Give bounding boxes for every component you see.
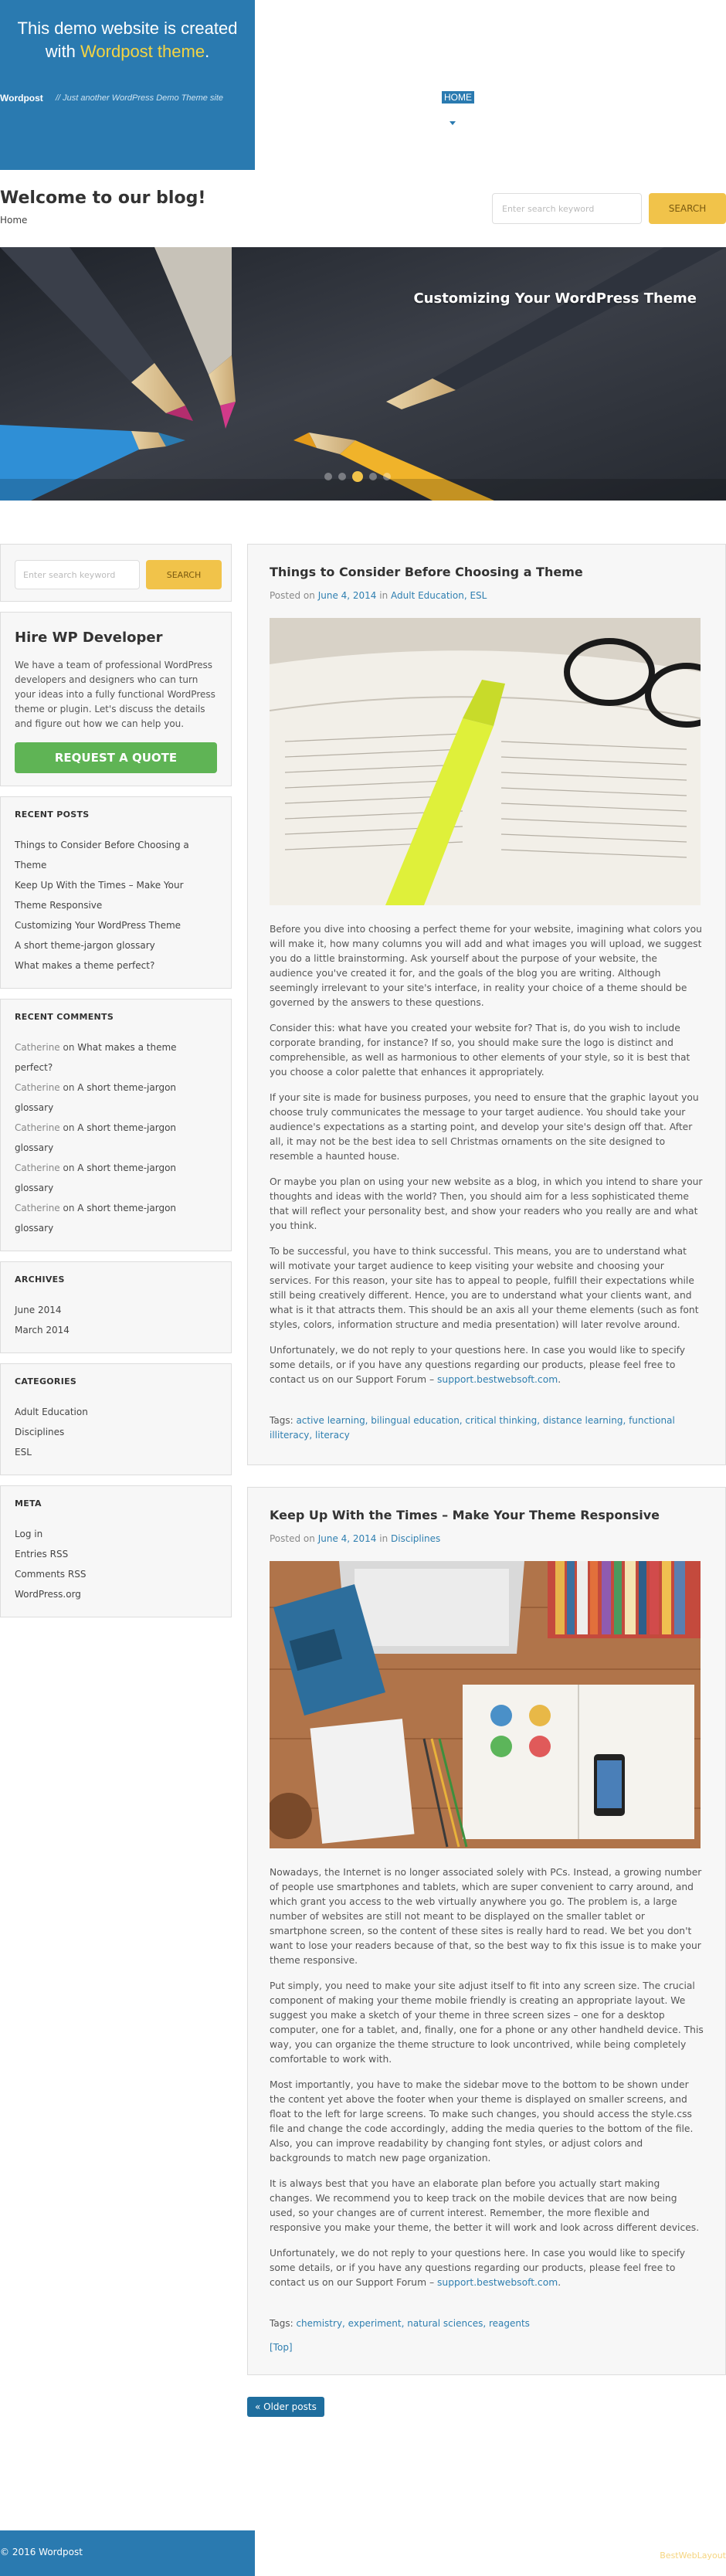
comment-on: on: [59, 1122, 78, 1133]
main-content: [247, 544, 726, 2417]
featured-slider: [0, 247, 726, 501]
recent-post-link[interactable]: What makes a theme perfect?: [15, 960, 155, 971]
comment-post-link[interactable]: A short theme-jargon glossary: [15, 1122, 177, 1153]
category-link[interactable]: Disciplines: [15, 1427, 65, 1437]
comment-post-link[interactable]: A short theme-jargon glossary: [15, 1162, 177, 1193]
categories-widget: [0, 1363, 232, 1475]
list-item: [15, 915, 217, 935]
post-tags: [270, 1414, 704, 1443]
hire-text: We have a team of professional WordPress developers and designers who can turn your ideas into a fully functional WordPress theme or plugin. Let's discuss the details and figure out how we can help you.: [15, 660, 215, 729]
tag-links[interactable]: active learning, bilingual education, critical thinking, distance learning, functional illiteracy, literacy: [270, 1415, 675, 1441]
list-item: [15, 1320, 217, 1340]
site-footer: [0, 2530, 726, 2576]
comment-post-link[interactable]: A short theme-jargon glossary: [15, 1203, 177, 1234]
back-to-top-link[interactable]: [Top]: [270, 2342, 293, 2353]
sidebar-search-input[interactable]: [15, 560, 140, 589]
sidebar: [0, 544, 232, 1627]
widget-title: CATEGORIES: [15, 1376, 77, 1386]
category-link[interactable]: Adult Education: [15, 1407, 88, 1417]
category-link[interactable]: ESL: [15, 1447, 32, 1458]
post-paragraph: Before you dive into choosing a perfect theme for your website, imagining what colors you will make it, how many columns you will add and what images you will upload, we suggest you do a little brainstorming. Ask yourself about the purpose of your website, the audience you've created it for, and the goals of the blog you are writing. Although seemingly irrelevant to your site's interface, in reality your choice of a theme should be governed by the answers to these questions.: [270, 924, 702, 1008]
recent-post-link[interactable]: Things to Consider Before Choosing a Theme: [15, 840, 189, 871]
post-date[interactable]: June 4, 2014: [317, 590, 377, 601]
sidebar-search-button[interactable]: SEARCH: [146, 560, 222, 589]
list-item: [15, 1402, 217, 1422]
support-link[interactable]: support.bestwebsoft.com: [437, 1374, 558, 1385]
recent-posts-widget: [0, 796, 232, 989]
comment-author: Catherine: [15, 1122, 60, 1133]
meta-link[interactable]: WordPress.org: [15, 1589, 81, 1600]
widget-title: ARCHIVES: [15, 1274, 65, 1285]
widget-title: RECENT COMMENTS: [15, 1012, 114, 1022]
post-featured-image[interactable]: [270, 1561, 701, 1848]
archive-link[interactable]: March 2014: [15, 1325, 70, 1336]
tags-label: Tags:: [270, 1415, 297, 1426]
comment-post-link[interactable]: What makes a theme perfect?: [15, 1042, 177, 1073]
post-tags: [270, 2316, 704, 2331]
post-paragraph: Most importantly, you have to make the sidebar move to the bottom to be shown under the content yet above the footer when your theme is displayed on smaller screens, and float to the left for large screens. To make such changes, you should access the style.css file and change the code accordingly, adding the media queries to the bottom of the file. Also, you can improve readability by changing font styles, or adjust colors and backgrounds to match new page organization.: [270, 2079, 694, 2164]
list-item: [15, 1078, 217, 1118]
request-quote-button[interactable]: REQUEST A QUOTE: [15, 742, 217, 773]
list-item: [15, 1422, 217, 1442]
post-closing: Unfortunately, we do not reply to your questions here. In case you would like to specify some details, or if you have any questions regarding our products, please feel free to contact us on our Support Forum – support.bestwebsoft.com.: [270, 1345, 686, 1385]
list-item: [15, 875, 217, 915]
post-meta: [270, 1533, 704, 1544]
slider-dot[interactable]: [324, 473, 332, 480]
slider-dot[interactable]: [369, 473, 377, 480]
slider-dot-active[interactable]: [352, 471, 363, 482]
list-item: [15, 1158, 217, 1198]
post-paragraph: If your site is made for business purposes, you need to ensure that the graphic layout you choose truly communicates the message to your target audience. You should take your audience's expectations as a starting point, and develop your site's design off that. After all, it may not be the best idea to sell Christmas ornaments on the site designed to resemble a haunted house.: [270, 1092, 699, 1162]
widget-title: RECENT POSTS: [15, 809, 90, 820]
site-header: [0, 0, 726, 170]
demo-text-part: This demo website is created with: [17, 19, 238, 61]
comment-author: Catherine: [15, 1082, 60, 1093]
list-item: [15, 1524, 217, 1544]
comment-post-link[interactable]: A short theme-jargon glossary: [15, 1082, 177, 1113]
post-paragraph: Nowadays, the Internet is no longer associated solely with PCs. Instead, a growing number of people use smartphones and tablets, which are super convenient to carry around, and which grant you access to the web virtually anywhere you go. The problem is, a large number of websites are still not meant to be displayed on the smaller tablet or smartphone screen, so the content of these sites is really hard to read. We bet you don't want to lose your readers because of that, so the best way to fix this issue is to make your theme responsive.: [270, 1867, 702, 1966]
footer-copyright: © 2016 Wordpost: [0, 2547, 83, 2557]
post-date[interactable]: June 4, 2014: [317, 1533, 377, 1544]
footer-bar: [0, 2530, 255, 2576]
nav-caret-icon: [450, 121, 456, 125]
comment-on: on: [59, 1082, 78, 1093]
post-meta: [270, 590, 704, 601]
post-featured-image[interactable]: [270, 618, 701, 905]
post-categories[interactable]: Adult Education, ESL: [391, 590, 487, 601]
post-paragraph: Or maybe you plan on using your new website as a blog, in which you intend to share your thoughts and ideas with the world? Then, you should aim for a less sophisticated theme that will reflect your personality best, and show your readers who you really are and what you think.: [270, 1176, 703, 1231]
list-item: [15, 1564, 217, 1584]
post-paragraph: Put simply, you need to make your site adjust itself to fit into any screen size. The crucial component of making your theme mobile friendly is creating an appropriate layout. We suggest you make a sketch of your theme in three screen sizes – one for a desktop computer, one for a tablet, and, finally, one for a phone or any other handheld device. This way, you can organize the theme structure to look uncontrived, while being completely comfortable to work with.: [270, 1980, 704, 2065]
list-item: [15, 835, 217, 875]
sidebar-search-widget: [0, 544, 232, 602]
widget-title: META: [15, 1498, 42, 1509]
list-item: [15, 955, 217, 976]
search-button[interactable]: SEARCH: [649, 193, 726, 224]
demo-text-end: .: [205, 42, 210, 61]
archives-widget: [0, 1261, 232, 1353]
tags-label: Tags:: [270, 2318, 297, 2329]
meta-link[interactable]: Entries RSS: [15, 1549, 69, 1560]
posted-on-label: Posted on: [270, 1533, 318, 1544]
list-item: [15, 1442, 217, 1462]
meta-widget: [0, 1485, 232, 1617]
page-title: Welcome to our blog!: [0, 188, 206, 208]
list-item: [15, 1584, 217, 1604]
tag-links[interactable]: chemistry, experiment, natural sciences, reagents: [296, 2318, 530, 2329]
in-label: in: [376, 1533, 392, 1544]
demo-text: [8, 17, 247, 63]
footer-credit-link[interactable]: BestWebLayout: [660, 2551, 726, 2561]
list-item: [15, 1544, 217, 1564]
hire-widget: [0, 612, 232, 786]
in-label: in: [376, 590, 392, 601]
support-link[interactable]: support.bestwebsoft.com: [437, 2277, 558, 2288]
post-paragraph: Consider this: what have you created your website for? That is, do you wish to include corporate branding, for instance? If so, you should make sure the logo is distinct and comprehensible, as well as harmonious to other elements of your style, so it is best that you choose a color palette that enhances it appropriately.: [270, 1023, 690, 1078]
list-item: [15, 935, 217, 955]
archive-link[interactable]: June 2014: [15, 1305, 62, 1315]
post-closing: Unfortunately, we do not reply to your questions here. In case you would like to specify some details, or if you have any questions regarding our products, please feel free to contact us on our Support Forum – support.bestwebsoft.com.: [270, 2248, 686, 2288]
comment-author: Catherine: [15, 1162, 60, 1173]
title-bar: [0, 170, 726, 247]
demo-theme-link[interactable]: Wordpost theme: [80, 42, 205, 61]
comment-on: on: [59, 1042, 78, 1053]
meta-link[interactable]: Comments RSS: [15, 1569, 87, 1580]
recent-post-link[interactable]: Customizing Your WordPress Theme: [15, 920, 182, 931]
comment-author: Catherine: [15, 1203, 60, 1213]
breadcrumb[interactable]: Home: [0, 215, 28, 226]
recent-post-link[interactable]: Keep Up With the Times – Make Your Theme Responsive: [15, 880, 184, 911]
posted-on-label: Posted on: [270, 590, 318, 601]
list-item: [15, 1118, 217, 1158]
meta-link[interactable]: Log in: [15, 1529, 43, 1539]
post-card: [247, 1487, 726, 2375]
closing-text: Unfortunately, we do not reply to your questions here. In case you would like to specify some details, or if you have any questions regarding our products, please feel free to contact us on our Support Forum –: [270, 1345, 686, 1385]
comment-author: Catherine: [15, 1042, 60, 1053]
post-title[interactable]: Keep Up With the Times – Make Your Theme Responsive: [270, 1508, 660, 1522]
post-paragraph: To be successful, you have to think successful. This means, you are to understand what will motivate your target audience to keep visiting your website and choosing your services. For this reason, your site has to appeal to people, fulfill their expectations while still being creatively different. Hence, you are to understand what your clients want, and what is it that attracts them. This should be an axis all your theme elements (such as font styles, colors, information structure and media presentation) will later revolve around.: [270, 1246, 699, 1330]
content-area: [0, 501, 726, 2486]
list-item: [15, 1198, 217, 1238]
post-card: [247, 544, 726, 1465]
nav-item-home[interactable]: HOME: [442, 91, 474, 104]
slider-dot[interactable]: [383, 473, 391, 480]
recent-post-link[interactable]: A short theme-jargon glossary: [15, 940, 155, 951]
comment-on: on: [59, 1162, 78, 1173]
comment-on: on: [59, 1203, 78, 1213]
post-paragraph: It is always best that you have an elaborate plan before you actually start making changes. We recommend you to keep track on the mobile devices that are now being used, so your changes are of current interest. Remember, the more flexible and responsive you make your theme, the better it will work and look across different devices.: [270, 2178, 700, 2233]
post-title[interactable]: Things to Consider Before Choosing a Theme: [270, 565, 583, 579]
search-input[interactable]: [492, 193, 642, 224]
site-tagline: // Just another WordPress Demo Theme site: [56, 93, 224, 103]
hire-title: Hire WP Developer: [15, 630, 163, 646]
list-item: [15, 1037, 217, 1078]
slide-caption[interactable]: Customizing Your WordPress Theme: [413, 290, 697, 307]
slide-image: [0, 247, 726, 501]
slider-dots: [324, 471, 391, 482]
post-categories[interactable]: Disciplines: [391, 1533, 441, 1544]
older-posts-button[interactable]: « Older posts: [247, 2397, 324, 2417]
closing-text: Unfortunately, we do not reply to your questions here. In case you would like to specify some details, or if you have any questions regarding our products, please feel free to contact us on our Support Forum –: [270, 2248, 686, 2288]
site-logo[interactable]: Wordpost: [0, 93, 43, 104]
recent-comments-widget: [0, 999, 232, 1251]
slider-dot[interactable]: [338, 473, 346, 480]
demo-banner: [0, 0, 255, 170]
list-item: [15, 1300, 217, 1320]
